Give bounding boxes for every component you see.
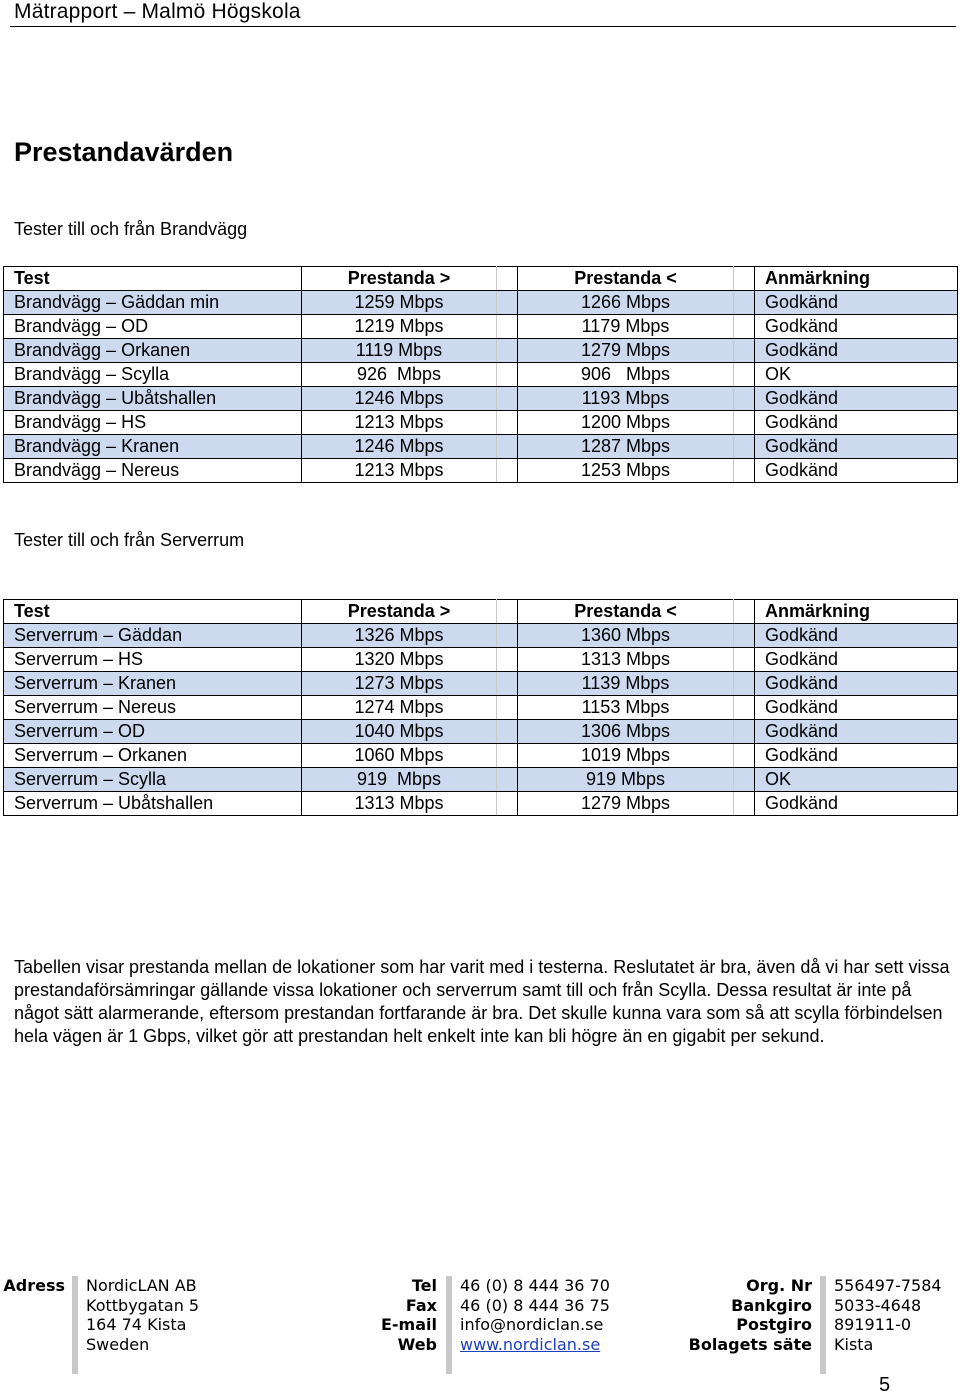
table-row bbox=[4, 291, 958, 315]
table-row bbox=[4, 648, 958, 672]
cell-spacer bbox=[497, 744, 518, 768]
cell-prestanda-in: 1153 Mbps bbox=[518, 696, 734, 720]
cell-anmarkning: OK bbox=[755, 363, 958, 387]
table-row bbox=[4, 792, 958, 816]
cell-prestanda-out: 1273 Mbps bbox=[302, 672, 497, 696]
cell-spacer bbox=[734, 720, 755, 744]
cell-spacer bbox=[734, 696, 755, 720]
footer-address bbox=[86, 1276, 199, 1354]
cell-spacer bbox=[734, 435, 755, 459]
column-header-prestanda-out: Prestanda > bbox=[302, 600, 497, 624]
contact-label: Tel bbox=[411, 1276, 437, 1295]
cell-prestanda-in: 1279 Mbps bbox=[518, 339, 734, 363]
contact-label: Fax bbox=[405, 1295, 437, 1315]
cell-anmarkning: Godkänd bbox=[755, 291, 958, 315]
company-value: 5033-4648 bbox=[834, 1295, 922, 1315]
page-number: 5 bbox=[879, 1374, 891, 1396]
cell-prestanda-out: 926 Mbps bbox=[302, 363, 497, 387]
brandvagg-table bbox=[3, 266, 958, 483]
column-header-prestanda-in: Prestanda < bbox=[518, 600, 734, 624]
cell-test: Brandvägg – Orkanen bbox=[4, 339, 302, 363]
table-row bbox=[4, 672, 958, 696]
cell-spacer bbox=[734, 792, 755, 816]
cell-spacer bbox=[497, 720, 518, 744]
cell-prestanda-out: 1246 Mbps bbox=[302, 387, 497, 411]
company-label: Org. Nr bbox=[746, 1276, 812, 1295]
cell-spacer bbox=[497, 459, 518, 483]
cell-test: Serverrum – HS bbox=[4, 648, 302, 672]
cell-prestanda-out: 1219 Mbps bbox=[302, 315, 497, 339]
cell-anmarkning: Godkänd bbox=[755, 744, 958, 768]
cell-prestanda-in: 1266 Mbps bbox=[518, 291, 734, 315]
table-row bbox=[4, 624, 958, 648]
cell-spacer bbox=[497, 387, 518, 411]
footer-company-labels bbox=[650, 1276, 812, 1354]
contact-phone: 46 (0) 8 444 36 70 bbox=[460, 1276, 610, 1295]
cell-anmarkning: Godkänd bbox=[755, 792, 958, 816]
cell-anmarkning: Godkänd bbox=[755, 411, 958, 435]
cell-prestanda-in: 1139 Mbps bbox=[518, 672, 734, 696]
footer-contact-labels bbox=[330, 1276, 437, 1354]
website-link[interactable]: www.nordiclan.se bbox=[460, 1334, 601, 1354]
cell-prestanda-out: 1246 Mbps bbox=[302, 435, 497, 459]
cell-spacer bbox=[734, 459, 755, 483]
company-value: Kista bbox=[834, 1334, 874, 1354]
cell-prestanda-in: 1287 Mbps bbox=[518, 435, 734, 459]
cell-spacer bbox=[734, 624, 755, 648]
cell-prestanda-out: 1213 Mbps bbox=[302, 411, 497, 435]
footer-divider bbox=[446, 1276, 452, 1374]
cell-prestanda-out: 1326 Mbps bbox=[302, 624, 497, 648]
table-header-row bbox=[4, 267, 958, 291]
company-label: Bankgiro bbox=[731, 1295, 812, 1315]
cell-spacer bbox=[734, 744, 755, 768]
cell-anmarkning: Godkänd bbox=[755, 315, 958, 339]
column-header-test: Test bbox=[4, 600, 302, 624]
cell-prestanda-in: 1019 Mbps bbox=[518, 744, 734, 768]
address-line: Kottbygatan 5 bbox=[86, 1295, 200, 1315]
cell-spacer bbox=[497, 363, 518, 387]
cell-test: Serverrum – Scylla bbox=[4, 768, 302, 792]
section-label-brandvagg: Tester till och från Brandvägg bbox=[14, 219, 248, 239]
cell-spacer bbox=[734, 648, 755, 672]
header-rule bbox=[10, 26, 956, 27]
cell-prestanda-out: 1259 Mbps bbox=[302, 291, 497, 315]
cell-prestanda-in: 906 Mbps bbox=[518, 363, 734, 387]
cell-spacer bbox=[734, 768, 755, 792]
table-row bbox=[4, 339, 958, 363]
section-label-serverrum: Tester till och från Serverrum bbox=[14, 530, 245, 550]
contact-fax: 46 (0) 8 444 36 75 bbox=[460, 1295, 610, 1315]
table-row bbox=[4, 411, 958, 435]
cell-prestanda-out: 1313 Mbps bbox=[302, 792, 497, 816]
cell-anmarkning: Godkänd bbox=[755, 624, 958, 648]
cell-spacer bbox=[497, 624, 518, 648]
address-line: NordicLAN AB bbox=[86, 1276, 197, 1295]
cell-spacer bbox=[734, 315, 755, 339]
footer-address-label: Adress bbox=[3, 1276, 65, 1295]
footer-divider bbox=[72, 1276, 78, 1374]
cell-spacer bbox=[734, 339, 755, 363]
cell-spacer bbox=[497, 339, 518, 363]
cell-spacer bbox=[734, 411, 755, 435]
cell-prestanda-in: 1360 Mbps bbox=[518, 624, 734, 648]
cell-spacer bbox=[497, 672, 518, 696]
cell-spacer bbox=[497, 435, 518, 459]
cell-spacer bbox=[497, 291, 518, 315]
column-header-prestanda-out: Prestanda > bbox=[302, 267, 497, 291]
company-label: Postgiro bbox=[736, 1315, 812, 1335]
cell-prestanda-in: 1279 Mbps bbox=[518, 792, 734, 816]
cell-test: Serverrum – Ubåtshallen bbox=[4, 792, 302, 816]
cell-anmarkning: Godkänd bbox=[755, 435, 958, 459]
summary-paragraph: Tabellen visar prestanda mellan de lokationer som har varit med i testerna. Reslutatet är bra, även då vi har sett vissa prestandaförsämringar gällande vissa lokationer och serverrum samt till och från Scylla. Dessa resultat är inte på något sätt alarmerande, eftersom prestandan fortfarande är bra. Det skulle kunna vara som så att scylla förbindelsen hela vägen är 1 Gbps, vilket gör att prestandan helt enkelt inte kan bli högre än en gigabit per sekund. bbox=[14, 957, 950, 1046]
address-line: 164 74 Kista bbox=[86, 1315, 187, 1335]
contact-label: E-mail bbox=[380, 1315, 437, 1335]
footer-divider bbox=[820, 1276, 826, 1374]
table-row bbox=[4, 459, 958, 483]
cell-test: Serverrum – Kranen bbox=[4, 672, 302, 696]
page-title: Prestandavärden bbox=[14, 137, 234, 167]
company-label: Bolagets säte bbox=[688, 1334, 812, 1354]
cell-prestanda-in: 1306 Mbps bbox=[518, 720, 734, 744]
cell-anmarkning: Godkänd bbox=[755, 387, 958, 411]
cell-prestanda-out: 1213 Mbps bbox=[302, 459, 497, 483]
cell-prestanda-in: 1253 Mbps bbox=[518, 459, 734, 483]
column-spacer bbox=[497, 600, 518, 624]
address-line: Sweden bbox=[86, 1334, 150, 1354]
column-spacer bbox=[734, 600, 755, 624]
column-header-anmarkning: Anmärkning bbox=[755, 600, 958, 624]
cell-spacer bbox=[497, 411, 518, 435]
table-row bbox=[4, 720, 958, 744]
cell-spacer bbox=[497, 648, 518, 672]
cell-anmarkning: Godkänd bbox=[755, 339, 958, 363]
cell-spacer bbox=[734, 672, 755, 696]
cell-spacer bbox=[497, 792, 518, 816]
cell-test: Brandvägg – Gäddan min bbox=[4, 291, 302, 315]
table-row bbox=[4, 435, 958, 459]
table-row bbox=[4, 768, 958, 792]
cell-test: Serverrum – Nereus bbox=[4, 696, 302, 720]
cell-test: Serverrum – Orkanen bbox=[4, 744, 302, 768]
cell-prestanda-in: 1313 Mbps bbox=[518, 648, 734, 672]
column-spacer bbox=[734, 267, 755, 291]
cell-anmarkning: Godkänd bbox=[755, 720, 958, 744]
cell-prestanda-out: 919 Mbps bbox=[302, 768, 497, 792]
page-footer bbox=[0, 1276, 960, 1376]
cell-test: Brandvägg – Nereus bbox=[4, 459, 302, 483]
cell-anmarkning: Godkänd bbox=[755, 459, 958, 483]
table-row bbox=[4, 363, 958, 387]
company-value: 891911-0 bbox=[834, 1315, 912, 1335]
cell-prestanda-out: 1320 Mbps bbox=[302, 648, 497, 672]
company-value: 556497-7584 bbox=[834, 1276, 942, 1295]
cell-prestanda-in: 1200 Mbps bbox=[518, 411, 734, 435]
table-row bbox=[4, 387, 958, 411]
table-row bbox=[4, 744, 958, 768]
cell-test: Brandvägg – Kranen bbox=[4, 435, 302, 459]
cell-prestanda-out: 1040 Mbps bbox=[302, 720, 497, 744]
cell-spacer bbox=[734, 387, 755, 411]
column-spacer bbox=[497, 267, 518, 291]
serverrum-table-body bbox=[4, 624, 958, 816]
serverrum-table bbox=[3, 599, 958, 816]
cell-spacer bbox=[734, 363, 755, 387]
cell-test: Serverrum – OD bbox=[4, 720, 302, 744]
cell-test: Brandvägg – HS bbox=[4, 411, 302, 435]
column-header-anmarkning: Anmärkning bbox=[755, 267, 958, 291]
column-header-prestanda-in: Prestanda < bbox=[518, 267, 734, 291]
cell-test: Brandvägg – Ubåtshallen bbox=[4, 387, 302, 411]
table-header-row bbox=[4, 600, 958, 624]
cell-spacer bbox=[497, 315, 518, 339]
cell-prestanda-in: 919 Mbps bbox=[518, 768, 734, 792]
cell-prestanda-out: 1274 Mbps bbox=[302, 696, 497, 720]
cell-test: Brandvägg – OD bbox=[4, 315, 302, 339]
footer-company-values bbox=[834, 1276, 942, 1354]
header-title: Mätrapport – Malmö Högskola bbox=[14, 0, 301, 23]
cell-test: Brandvägg – Scylla bbox=[4, 363, 302, 387]
contact-label: Web bbox=[397, 1334, 437, 1354]
cell-spacer bbox=[497, 768, 518, 792]
cell-spacer bbox=[497, 696, 518, 720]
table-row bbox=[4, 315, 958, 339]
cell-prestanda-in: 1193 Mbps bbox=[518, 387, 734, 411]
page-header bbox=[0, 0, 960, 30]
brandvagg-table-body bbox=[4, 291, 958, 483]
cell-prestanda-out: 1119 Mbps bbox=[302, 339, 497, 363]
column-header-test: Test bbox=[4, 267, 302, 291]
cell-anmarkning: Godkänd bbox=[755, 672, 958, 696]
cell-anmarkning: OK bbox=[755, 768, 958, 792]
footer-contact-values bbox=[460, 1276, 610, 1354]
cell-anmarkning: Godkänd bbox=[755, 696, 958, 720]
cell-prestanda-out: 1060 Mbps bbox=[302, 744, 497, 768]
contact-email: info@nordiclan.se bbox=[460, 1315, 604, 1335]
cell-spacer bbox=[734, 291, 755, 315]
cell-test: Serverrum – Gäddan bbox=[4, 624, 302, 648]
cell-anmarkning: Godkänd bbox=[755, 648, 958, 672]
cell-prestanda-in: 1179 Mbps bbox=[518, 315, 734, 339]
table-row bbox=[4, 696, 958, 720]
